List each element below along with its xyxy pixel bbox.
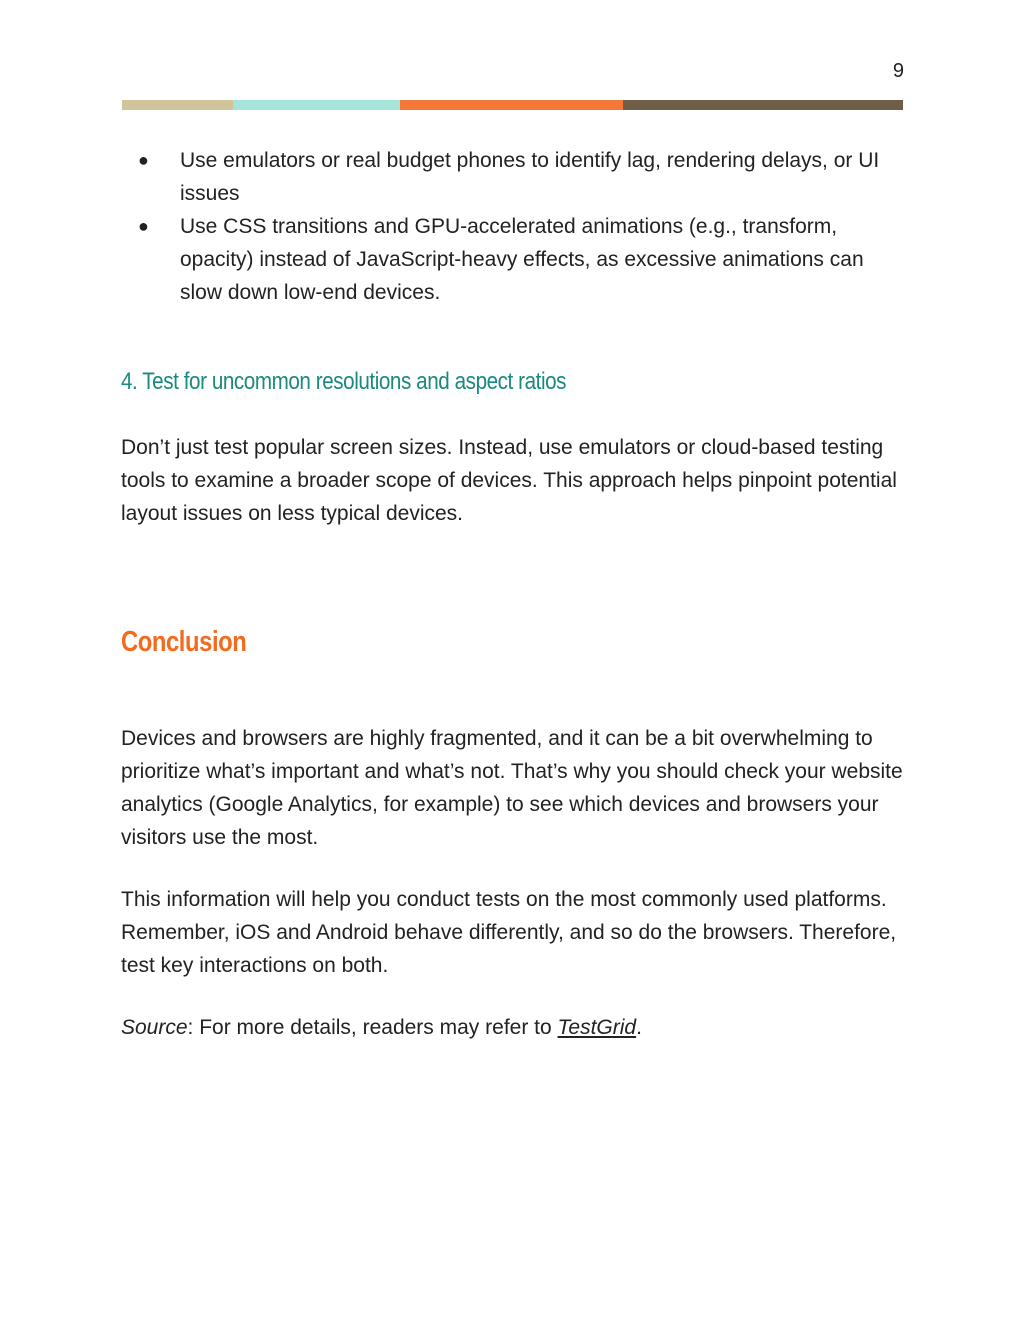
testgrid-link[interactable]: TestGrid bbox=[557, 1016, 637, 1039]
conclusion-paragraph-1: Devices and browsers are highly fragmented, and it can be a bit overwhelming to prioritize what’s important and what’s not. That’s why you should check your website analytics (Google Analytics, for example) to see which devices and browsers your visitors use the most. bbox=[121, 727, 903, 849]
source-line bbox=[121, 1011, 911, 1044]
source-end: . bbox=[636, 1016, 642, 1039]
list-item bbox=[121, 210, 911, 309]
bullet-icon: ● bbox=[138, 216, 149, 236]
bullet-text: Use CSS transitions and GPU-accelerated animations (e.g., transform, opacity) instead of JavaScript-heavy effects, as excessive animations can slow down low-end devices. bbox=[180, 215, 864, 304]
conclusion-paragraph-2: This information will help you conduct tests on the most commonly used platforms. Remember, iOS and Android behave differently, and so do the browsers. Therefore, test key interactions on both. bbox=[121, 888, 897, 977]
color-bar-segment-2 bbox=[233, 100, 400, 110]
page-number: 9 bbox=[892, 60, 904, 82]
color-bar-segment-1 bbox=[122, 100, 233, 110]
bullet-icon: ● bbox=[138, 150, 149, 170]
conclusion-heading: Conclusion bbox=[121, 626, 247, 658]
source-text: : For more details, readers may refer to bbox=[187, 1016, 558, 1039]
subsection-heading: 4. Test for uncommon resolutions and aspect ratios bbox=[121, 368, 567, 395]
color-bar-segment-3 bbox=[400, 100, 623, 110]
header-color-bar bbox=[122, 100, 903, 110]
subsection-paragraph: Don’t just test popular screen sizes. Instead, use emulators or cloud-based testing tools to examine a broader scope of devices. This approach helps pinpoint potential layout issues on less typical devices. bbox=[121, 436, 897, 525]
list-item bbox=[121, 144, 911, 210]
color-bar-segment-4 bbox=[623, 100, 903, 110]
bullet-text: Use emulators or real budget phones to identify lag, rendering delays, or UI issues bbox=[180, 149, 880, 205]
source-label: Source bbox=[121, 1016, 188, 1039]
document-body bbox=[121, 144, 911, 1044]
bullet-list bbox=[121, 144, 911, 309]
